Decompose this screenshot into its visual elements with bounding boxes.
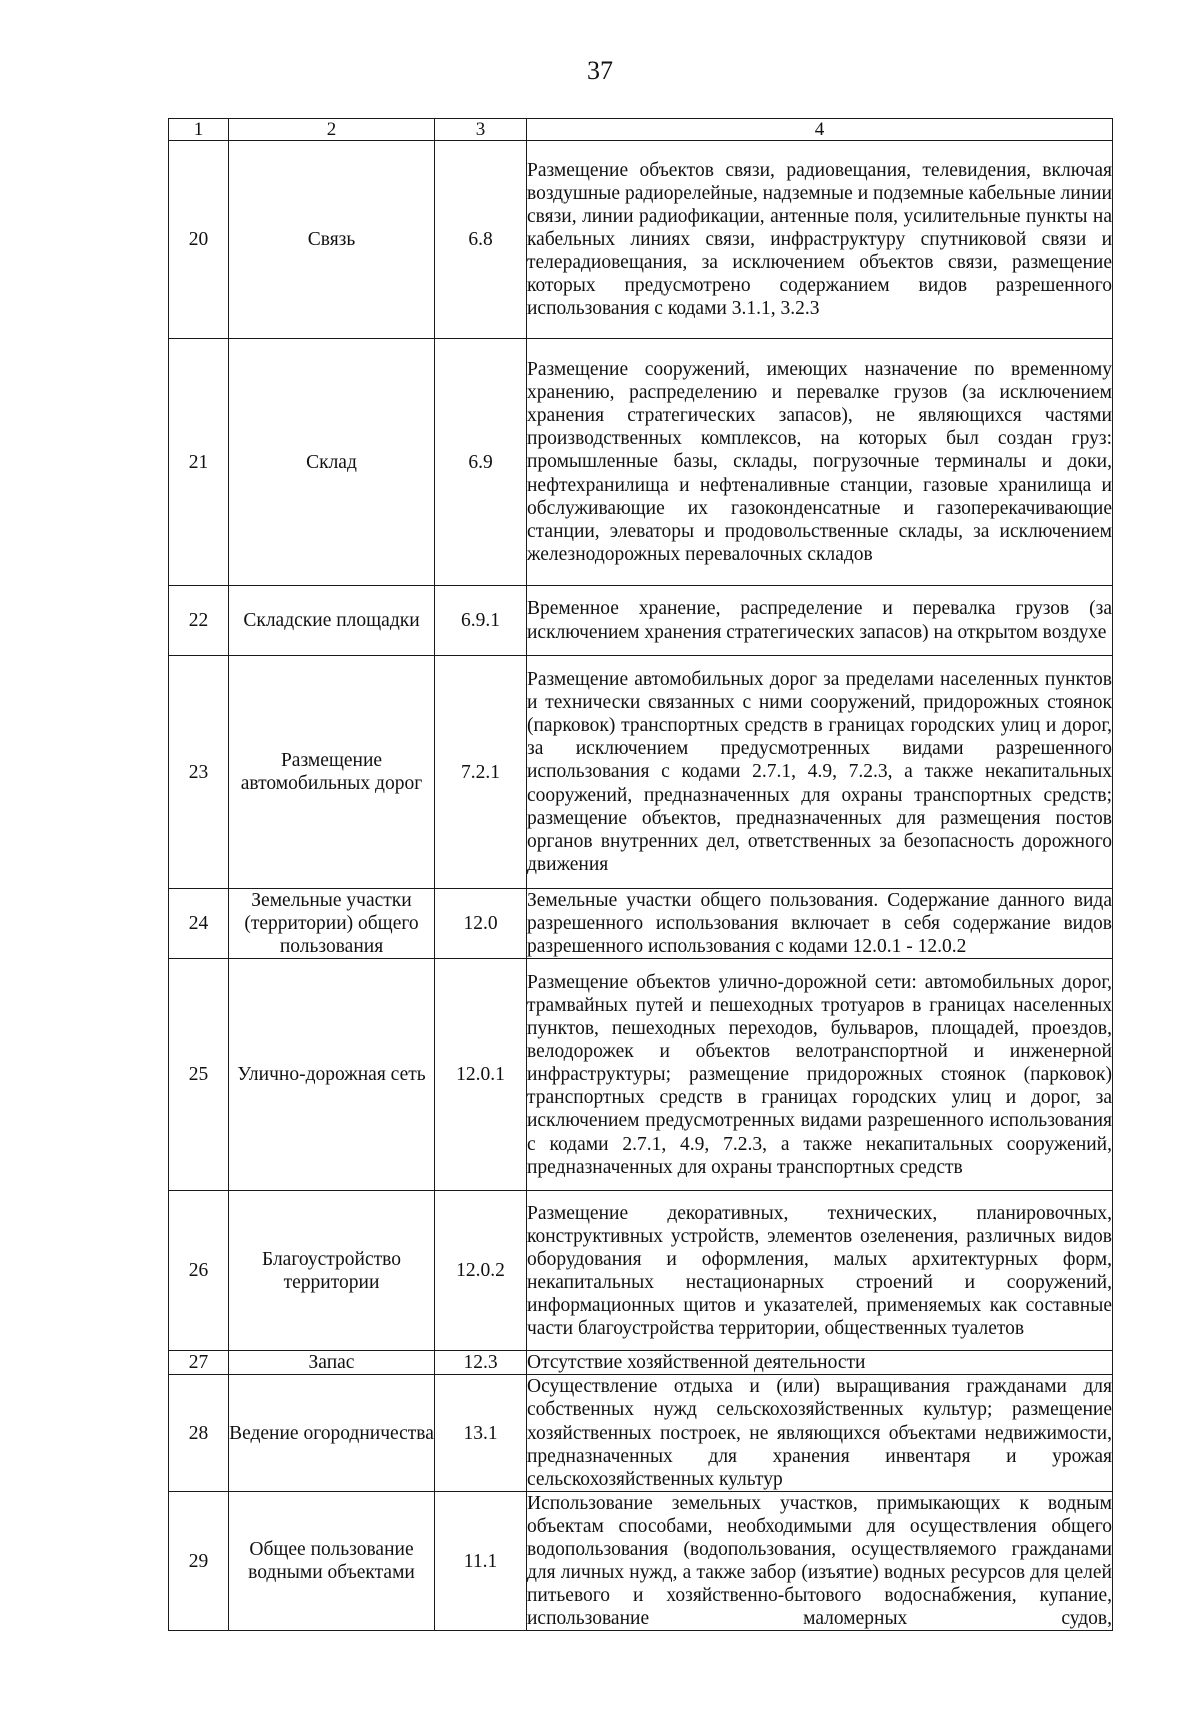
table-header-row [169, 119, 1113, 141]
use-type-code: 6.8 [435, 141, 527, 339]
use-type-name: Благоустройство территории [229, 1191, 435, 1351]
use-type-description: Размещение объектов улично-дорожной сети: автомобильных дорог, трамвайных путей и пешеходных тротуаров в границах населенных пунктов, пешеходных переходов, бульваров, площадей, проездов, велодорожек и объектов велотранспортной и инженерной инфраструктуры; размещение придорожных стоянок (парковок) транспортных средств в границах городских улиц и дорог, за исключением предусмотренных видами разрешенного использования с кодами 2.7.1, 4.9, 7.2.3, а также некапитальных сооружений, предназначенных для охраны транспортных средств [527, 959, 1113, 1191]
use-type-name: Общее пользование водными объектами [229, 1491, 435, 1631]
row-number: 29 [169, 1491, 229, 1631]
table-row [169, 1351, 1113, 1375]
table-row [169, 1375, 1113, 1491]
use-type-code: 6.9.1 [435, 586, 527, 656]
use-type-name: Земельные участки (территории) общего пользования [229, 889, 435, 959]
use-type-name: Улично-дорожная сеть [229, 959, 435, 1191]
use-type-code: 12.0 [435, 889, 527, 959]
table-row [169, 889, 1113, 959]
use-type-code: 13.1 [435, 1375, 527, 1491]
row-number: 22 [169, 586, 229, 656]
table-row [169, 141, 1113, 339]
use-type-name: Ведение огородничества [229, 1375, 435, 1491]
use-type-name: Связь [229, 141, 435, 339]
table-row [169, 1491, 1113, 1631]
row-number: 28 [169, 1375, 229, 1491]
use-type-description: Осуществление отдыха и (или) выращивания гражданами для собственных нужд сельскохозяйственных культур; размещение хозяйственных построек, не являющихся объектами недвижимости, предназначенных для хранения инвентаря и урожая сельскохозяйственных культур [527, 1376, 1112, 1490]
use-type-name: Размещение автомобильных дорог [229, 656, 435, 889]
use-type-description: Использование земельных участков, примыкающих к водным объектам способами, необходимыми для осуществления общего водопользования (водопользования, осуществляемого гражданами для личных нужд, а также забор (изъятие) водных ресурсов для целей питьевого и хозяйственно-бытового водоснабжения, купание, использование маломерных судов, [527, 1492, 1112, 1630]
use-type-description: Земельные участки общего пользования. Содержание данного вида разрешенного использования включает в себя содержание видов разрешенного использования с кодами 12.0.1 - 12.0.2 [527, 890, 1112, 958]
row-number: 20 [169, 141, 229, 339]
table-row [169, 1191, 1113, 1351]
row-number: 21 [169, 339, 229, 586]
row-number: 27 [169, 1351, 229, 1375]
use-type-name: Складские площадки [229, 586, 435, 656]
use-type-description: Размещение автомобильных дорог за пределами населенных пунктов и технически связанных с ними сооружений, придорожных стоянок (парковок) транспортных средств в границах городских улиц и дорог, за исключением предусмотренных видами разрешенного использования с кодами 2.7.1, 4.9, 7.2.3, а также некапитальных сооружений, предназначенных для охраны транспортных средств; размещение объектов, предназначенных для размещения постов органов внутренних дел, ответственных за безопасность дорожного движения [527, 656, 1113, 889]
use-type-code: 12.0.2 [435, 1191, 527, 1351]
header-col-3: 3 [435, 119, 527, 141]
use-type-name: Запас [229, 1351, 435, 1375]
use-type-description: Временное хранение, распределение и перевалка грузов (за исключением хранения стратегических запасов) на открытом воздухе [527, 586, 1113, 656]
page-number: 37 [587, 56, 613, 85]
use-type-description: Отсутствие хозяйственной деятельности [527, 1351, 1113, 1375]
table-row [169, 586, 1113, 656]
table-row [169, 339, 1113, 586]
use-type-description: Размещение сооружений, имеющих назначение по временному хранению, распределению и перевалке грузов (за исключением хранения стратегических запасов), не являющихся частями производственных комплексов, на которых был создан груз: промышленные базы, склады, погрузочные терминалы и доки, нефтехранилища и нефтеналивные станции, газовые хранилища и обслуживающие их газоконденсатные и газоперекачивающие станции, элеваторы и продовольственные склады, за исключением железнодорожных перевалочных складов [527, 339, 1113, 586]
use-type-name: Склад [229, 339, 435, 586]
use-type-description: Размещение декоративных, технических, планировочных, конструктивных устройств, элементов озеленения, различных видов оборудования и оформления, малых архитектурных форм, некапитальных нестационарных строений и сооружений, информационных щитов и указателей, применяемых как составные части благоустройства территории, общественных туалетов [527, 1191, 1113, 1351]
header-col-4: 4 [527, 119, 1113, 141]
row-number: 25 [169, 959, 229, 1191]
use-type-code: 6.9 [435, 339, 527, 586]
header-col-2: 2 [229, 119, 435, 141]
use-type-code: 11.1 [435, 1491, 527, 1631]
use-type-description: Размещение объектов связи, радиовещания, телевидения, включая воздушные радиорелейные, надземные и подземные кабельные линии связи, линии радиофикации, антенные поля, усилительные пункты на кабельных линиях связи, инфраструктуру спутниковой связи и телерадиовещания, за исключением объектов связи, размещение которых предусмотрено содержанием видов разрешенного использования с кодами 3.1.1, 3.2.3 [527, 141, 1113, 339]
row-number: 26 [169, 1191, 229, 1351]
use-type-code: 12.3 [435, 1351, 527, 1375]
table-row [169, 656, 1113, 889]
table-row [169, 959, 1113, 1191]
header-col-1: 1 [169, 119, 229, 141]
land-use-table [168, 118, 1113, 1631]
row-number: 24 [169, 889, 229, 959]
use-type-code: 7.2.1 [435, 656, 527, 889]
use-type-code: 12.0.1 [435, 959, 527, 1191]
row-number: 23 [169, 656, 229, 889]
